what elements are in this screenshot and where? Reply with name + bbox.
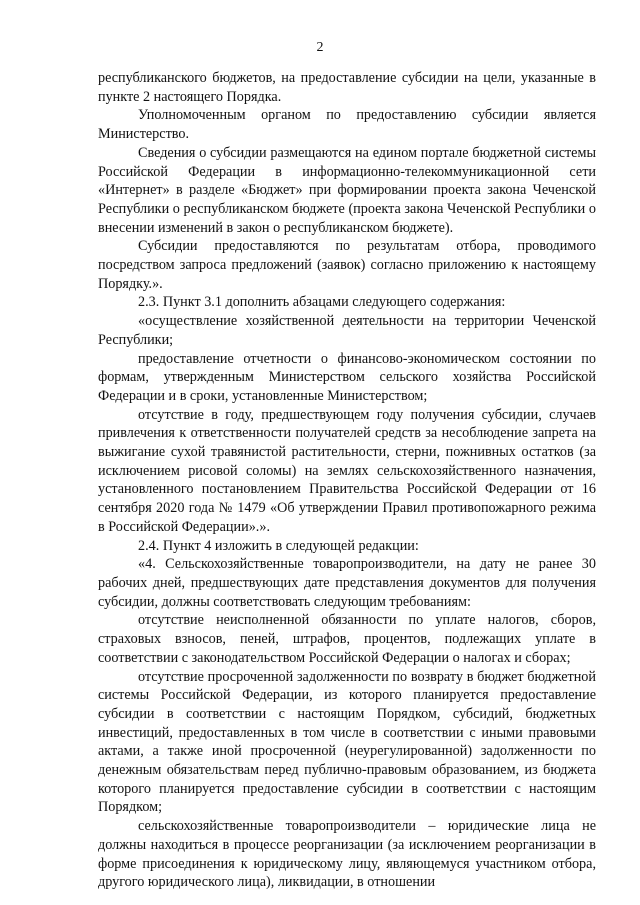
paragraph-budget-purpose: республиканского бюджетов, на предоставление субсидии на цели, указанные в пункте 2 настоящего Порядка. — [98, 70, 596, 105]
paragraph-burning-ban: отсутствие в году, предшествующем году получения субсидии, случаев привлечения к ответственности получателей средств за несоблюдение запрета на выжигание сухой травянистой растительности, стерни, пожнивных остатков (за исключением рисовой соломы) на землях сельскохозяйственного назначения, установленного постановлением Правительства Российской Федерации от 16 сентября 2020 года № 1479 «Об утверждении Правил противопожарного режима в Российской Федерации».». — [98, 406, 596, 535]
paragraph-reporting: предоставление отчетности о финансово-экономическом состоянии по формам, утвержденным Министерством сельского хозяйства Российской Федерации и в сроки, установленные Министерством; — [98, 350, 596, 404]
paragraph-authorized-body: Уполномоченным органом по предоставлению субсидии является Министерство. — [98, 107, 596, 143]
paragraph-subsidy-info: Сведения о субсидии размещаются на едином портале бюджетной системы Российской Федерации в информационно-телекоммуникационной сети «Интернет» в разделе «Бюджет» при формировании проекта закона Чеченской Республики о республиканском бюджете (проекта закона Чеченской Республики о внесении изменений в закон о республиканском бюджете). — [98, 144, 596, 236]
paragraph-activity-territory: «осуществление хозяйственной деятельности на территории Чеченской Республики; — [98, 313, 596, 348]
paragraph-no-reorganization: сельскохозяйственные товаропроизводители – юридические лица не должны находиться в процессе реорганизации (за исключением реорганизации в форме присоединения к юридическому лицу, являющемуся участником отбора, другого юридического лица), ликвидации, в отношении — [98, 818, 596, 891]
paragraph-clause-2-4: 2.4. Пункт 4 изложить в следующей редакции: — [138, 537, 419, 554]
paragraph-selection: Субсидии предоставляются по результатам отбора, проводимого посредством запроса предложений (заявок) согласно приложению к настоящему Порядку.». — [98, 238, 596, 292]
paragraph-no-tax-debt: отсутствие неисполненной обязанности по уплате налогов, сборов, страховых взносов, пеней, штрафов, процентов, подлежащих уплате в соответствии с законодательством Российской Федерации о налогах и сборах; — [98, 612, 596, 666]
document-body — [98, 69, 596, 892]
paragraph-requirements-intro: «4. Сельскохозяйственные товаропроизводители, на дату не ранее 30 рабочих дней, предшествующих дате представления документов для получения субсидии, должны соответствовать следующим требованиям: — [98, 556, 596, 610]
page-number: 2 — [316, 40, 324, 55]
paragraph-clause-2-3: 2.3. Пункт 3.1 дополнить абзацами следующего содержания: — [138, 294, 506, 311]
paragraph-no-overdue-debt: отсутствие просроченной задолженности по возврату в бюджет бюджетной системы Российской Федерации, из которого планируется предоставление субсидии в соответствии с настоящим Порядком, субсидий, бюджетных инвестиций, предоставленных в том числе в соответствии с иными правовыми актами, а также иной просроченной (неурегулированной) задолженности по денежным обязательствам перед публично-правовым образованием, из бюджета которого планируется предоставление субсидии в соответствии с настоящим Порядком; — [98, 668, 596, 816]
